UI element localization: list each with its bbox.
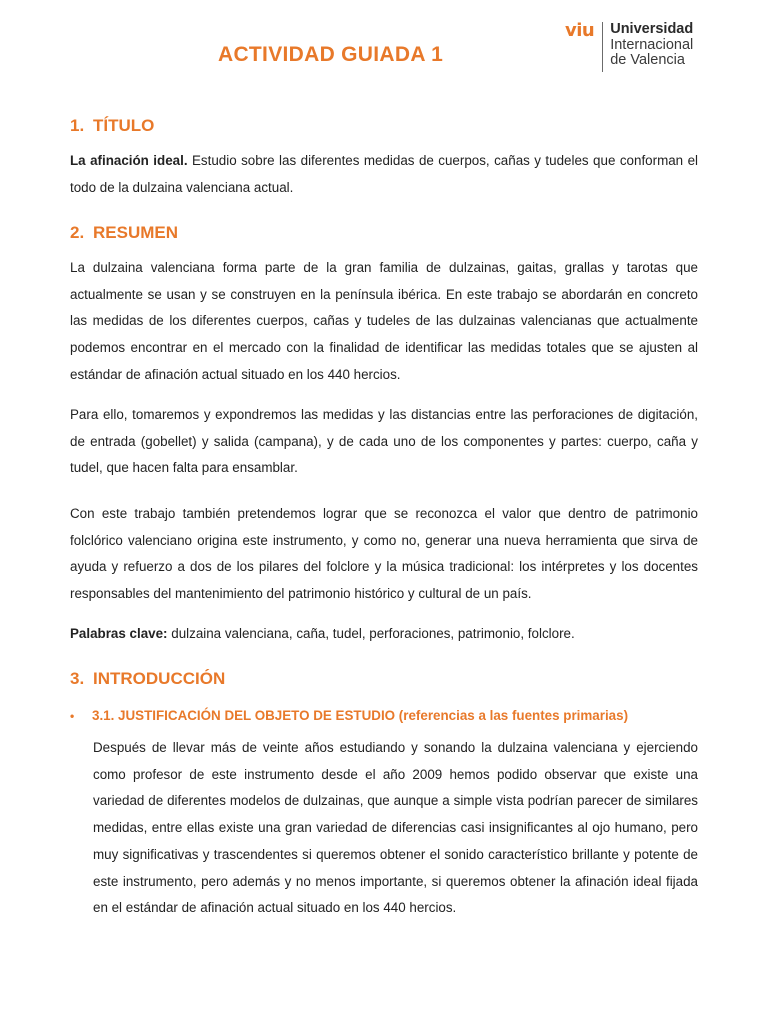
- university-logo: [565, 22, 693, 74]
- summary-paragraph-1: La dulzaina valenciana forma parte de la gran familia de dulzainas, gaitas, grallas y tarotas que actualmente se usan y se construyen en la península ibérica. En este trabajo se abordarán en concreto las medidas de los diferentes cuerpos, cañas y tudeles de las dulzainas valencianas que actualmente podemos encontrar en el mercado con la finalidad de identificar las medidas totales que se ajusten al estándar de afinación actual situado en los 440 hercios.: [70, 260, 698, 382]
- section-3-number: 3.: [70, 669, 85, 688]
- keywords-paragraph: [70, 621, 698, 648]
- subsection-3-1-title: 3.1. JUSTIFICACIÓN DEL OBJETO DE ESTUDIO (referencias a las fuentes primarias): [92, 708, 629, 723]
- viu-logo-mark: viu: [565, 20, 595, 41]
- logo-text: [610, 22, 693, 69]
- work-title-bold: La afinación ideal.: [70, 153, 188, 168]
- section-2-heading: [70, 223, 178, 243]
- logo-line-3: de Valencia: [610, 52, 685, 68]
- subsection-3-1-heading: [70, 708, 628, 723]
- summary-paragraph-3: Con este trabajo también pretendemos lograr que se reconozca el valor que dentro de patrimonio folclórico valenciano origina este instrumento, y como no, generar una nueva herramienta que sirva de ayuda y refuerzo a dos de los pilares del folclore y la música tradicional: los intérpretes y los docentes responsables del mantenimiento del patrimonio histórico y cultural de un país.: [70, 506, 698, 602]
- section-1-number: 1.: [70, 116, 85, 135]
- introduction-paragraph-1: Después de llevar más de veinte años estudiando y sonando la dulzaina valenciana y ejerciendo como profesor de este instrumento desde el año 2009 hemos podido observar que existe una variedad de diferentes modelos de dulzainas, que aunque a simple vista podrían parecer de similares medidas, entre ellas existe una gran variedad de diferencias casi insignificantes al ojo humano, pero muy significativas y trascendentes si queremos obtener el sonido característico brillante y potente de este instrumento, pero además y no menos importante, si queremos obtener la afinación ideal fijada en el estándar de afinación actual situado en los 440 hercios.: [93, 740, 698, 916]
- section-1-paragraph: [70, 148, 698, 201]
- logo-line-1: Universidad: [610, 21, 694, 37]
- keywords-label: Palabras clave:: [70, 626, 168, 641]
- page-title: ACTIVIDAD GUIADA 1: [218, 43, 444, 66]
- section-1-heading: [70, 116, 154, 136]
- section-2-number: 2.: [70, 223, 85, 242]
- summary-paragraph-2: Para ello, tomaremos y expondremos las medidas y las distancias entre las perforaciones de digitación, de entrada (gobellet) y salida (campana), y de cada uno de los componentes y partes: cuerpo, caña y tudel, que hacen falta para ensamblar.: [70, 407, 698, 476]
- bullet-icon: •: [70, 709, 75, 723]
- logo-divider: [602, 22, 603, 72]
- section-1-title: TÍTULO: [93, 116, 155, 135]
- work-title-rest: Estudio sobre las diferentes medidas de cuerpos, cañas y tudeles que conforman el todo de la dulzaina valenciana actual.: [70, 153, 698, 195]
- section-2-title: RESUMEN: [93, 223, 179, 242]
- section-3-heading: [70, 669, 225, 689]
- logo-line-2: Internacional: [610, 36, 694, 53]
- section-3-title: INTRODUCCIÓN: [93, 669, 226, 688]
- keywords-list: dulzaina valenciana, caña, tudel, perforaciones, patrimonio, folclore.: [167, 626, 575, 641]
